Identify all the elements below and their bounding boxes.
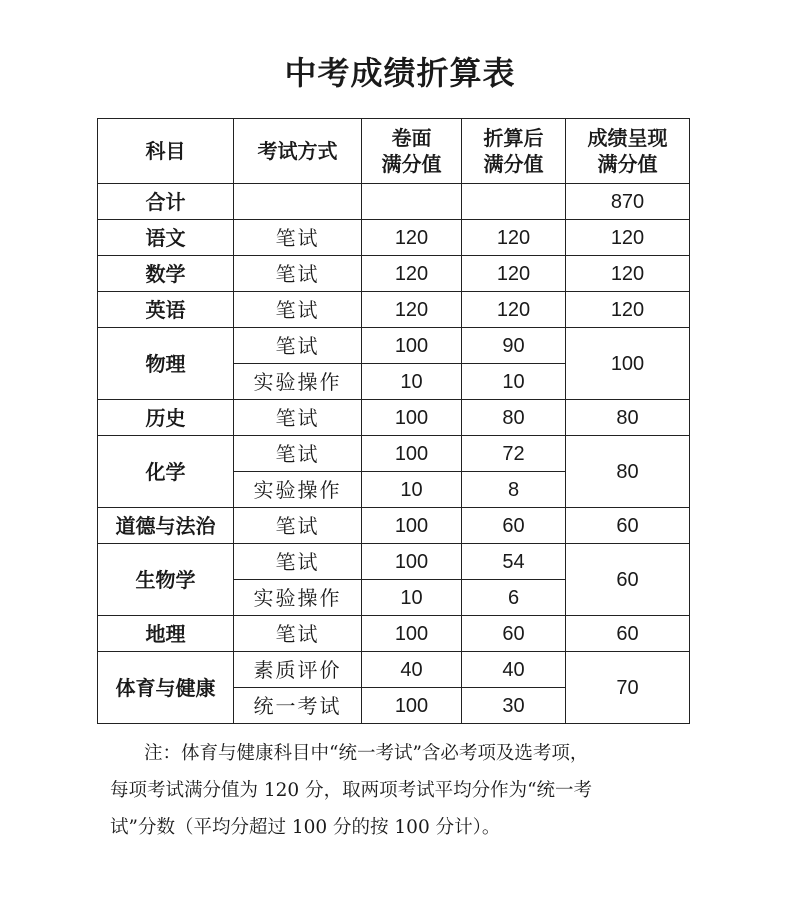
paper-cell: 100 — [362, 400, 462, 436]
presented-cell: 70 — [566, 652, 690, 724]
presented-total: 870 — [566, 184, 690, 220]
presented-cell: 60 — [566, 544, 690, 616]
paper-cell: 40 — [362, 652, 462, 688]
header-row — [98, 119, 690, 184]
converted-cell: 6 — [462, 580, 566, 616]
table-row-geography — [98, 616, 690, 652]
subject-english: 英语 — [98, 292, 234, 328]
method-cell: 实验操作 — [234, 580, 362, 616]
presented-cell: 120 — [566, 220, 690, 256]
empty-cell — [362, 184, 462, 220]
method-cell: 实验操作 — [234, 472, 362, 508]
table-row-biology-written — [98, 544, 690, 580]
paper-cell: 120 — [362, 292, 462, 328]
footnote-line-3: 试”分数（平均分超过 100 分的按 100 分计）。 — [110, 817, 501, 838]
presented-cell: 80 — [566, 400, 690, 436]
method-cell: 素质评价 — [234, 652, 362, 688]
paper-cell: 100 — [362, 508, 462, 544]
header-presented-line1: 成绩呈现 — [587, 126, 668, 150]
converted-cell: 120 — [462, 220, 566, 256]
method-cell: 笔试 — [234, 508, 362, 544]
score-conversion-table — [97, 118, 690, 724]
paper-cell: 100 — [362, 328, 462, 364]
presented-cell: 100 — [566, 328, 690, 400]
paper-cell: 100 — [362, 688, 462, 724]
header-method: 考试方式 — [234, 119, 362, 184]
subject-biology: 生物学 — [98, 544, 234, 616]
converted-cell: 60 — [462, 508, 566, 544]
header-paper-full-line1: 卷面 — [391, 126, 432, 150]
subject-math: 数学 — [98, 256, 234, 292]
paper-cell: 10 — [362, 580, 462, 616]
presented-cell: 120 — [566, 256, 690, 292]
subject-physics: 物理 — [98, 328, 234, 400]
footnote — [110, 735, 710, 846]
method-cell: 笔试 — [234, 220, 362, 256]
footnote-line-2: 每项考试满分值为 120 分，取两项考试平均分作为“统一考 — [110, 780, 593, 801]
header-presented-full — [566, 119, 690, 184]
converted-cell: 40 — [462, 652, 566, 688]
converted-cell: 10 — [462, 364, 566, 400]
header-converted-full — [462, 119, 566, 184]
paper-cell: 120 — [362, 220, 462, 256]
header-presented-line2: 满分值 — [597, 152, 658, 176]
table-row-math — [98, 256, 690, 292]
paper-cell: 100 — [362, 436, 462, 472]
method-cell: 笔试 — [234, 544, 362, 580]
method-cell: 笔试 — [234, 256, 362, 292]
subject-history: 历史 — [98, 400, 234, 436]
converted-cell: 8 — [462, 472, 566, 508]
paper-cell: 120 — [362, 256, 462, 292]
table-row-chinese — [98, 220, 690, 256]
paper-cell: 10 — [362, 472, 462, 508]
empty-cell — [234, 184, 362, 220]
converted-cell: 60 — [462, 616, 566, 652]
converted-cell: 120 — [462, 256, 566, 292]
subject-chinese: 语文 — [98, 220, 234, 256]
converted-cell: 30 — [462, 688, 566, 724]
converted-cell: 120 — [462, 292, 566, 328]
table-row-history — [98, 400, 690, 436]
method-cell: 笔试 — [234, 292, 362, 328]
subject-chemistry: 化学 — [98, 436, 234, 508]
converted-cell: 90 — [462, 328, 566, 364]
table-row-chemistry-written — [98, 436, 690, 472]
empty-cell — [462, 184, 566, 220]
page-title: 中考成绩折算表 — [284, 54, 516, 92]
method-cell: 实验操作 — [234, 364, 362, 400]
subject-morality: 道德与法治 — [98, 508, 234, 544]
header-converted-line2: 满分值 — [483, 152, 544, 176]
converted-cell: 80 — [462, 400, 566, 436]
converted-cell: 72 — [462, 436, 566, 472]
table-row-morality — [98, 508, 690, 544]
subject-geography: 地理 — [98, 616, 234, 652]
header-subject: 科目 — [98, 119, 234, 184]
method-cell: 笔试 — [234, 328, 362, 364]
method-cell: 统一考试 — [234, 688, 362, 724]
subject-pe: 体育与健康 — [98, 652, 234, 724]
presented-cell: 80 — [566, 436, 690, 508]
converted-cell: 54 — [462, 544, 566, 580]
paper-cell: 100 — [362, 616, 462, 652]
table-row-pe-quality — [98, 652, 690, 688]
method-cell: 笔试 — [234, 400, 362, 436]
table-row-total — [98, 184, 690, 220]
header-paper-full — [362, 119, 462, 184]
header-converted-line1: 折算后 — [483, 126, 544, 150]
method-cell: 笔试 — [234, 436, 362, 472]
paper-cell: 100 — [362, 544, 462, 580]
presented-cell: 60 — [566, 508, 690, 544]
table-row-physics-written — [98, 328, 690, 364]
paper-cell: 10 — [362, 364, 462, 400]
footnote-line-1: 注：体育与健康科目中“统一考试”含必考项及选考项， — [144, 743, 589, 764]
subject-total: 合计 — [98, 184, 234, 220]
header-paper-full-line2: 满分值 — [381, 152, 442, 176]
presented-cell: 120 — [566, 292, 690, 328]
table-row-english — [98, 292, 690, 328]
presented-cell: 60 — [566, 616, 690, 652]
method-cell: 笔试 — [234, 616, 362, 652]
